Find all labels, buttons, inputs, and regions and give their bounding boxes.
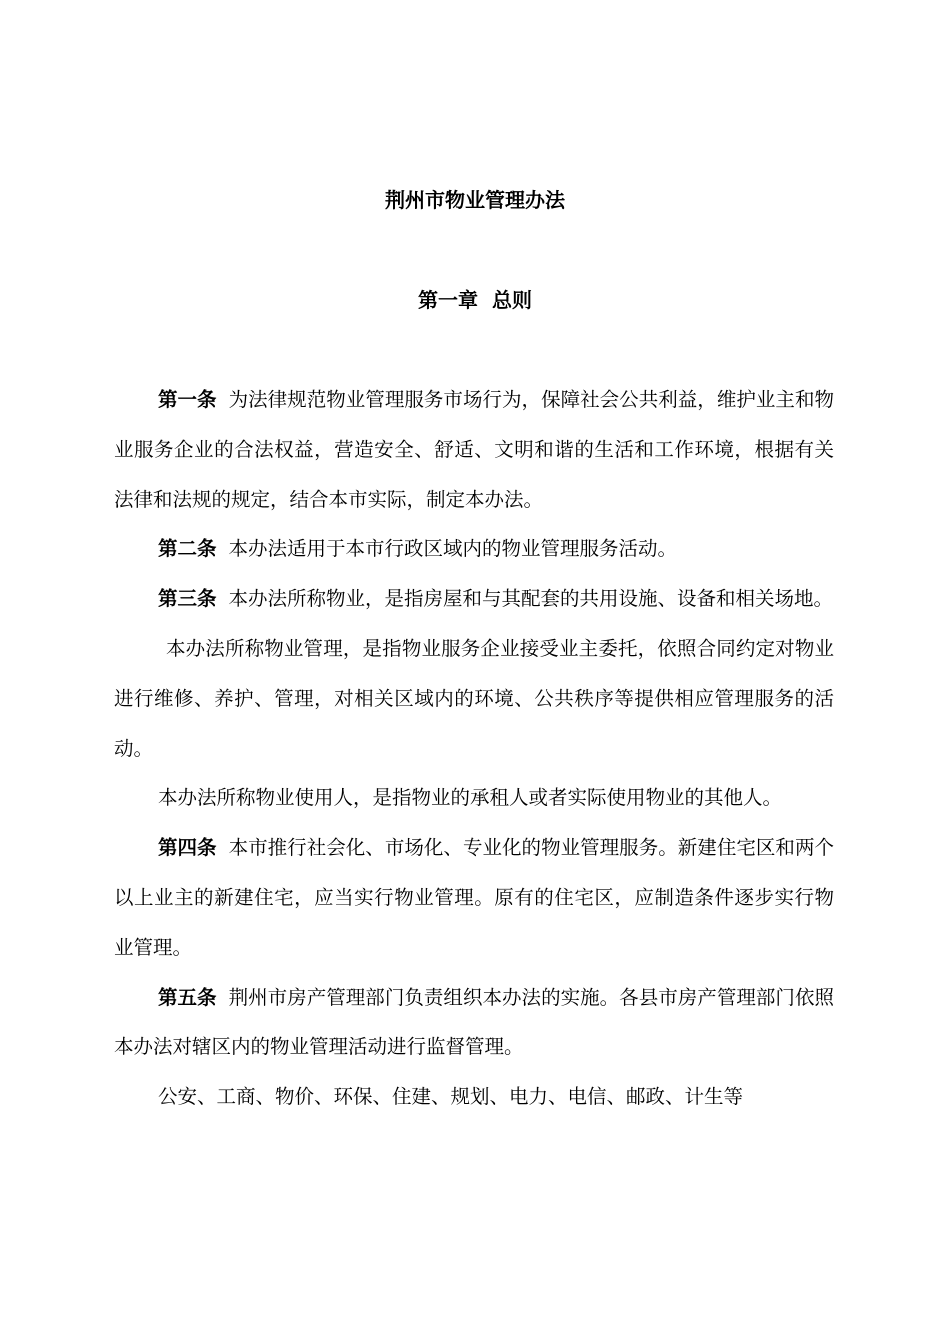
paragraph-property-user [114,773,834,823]
chapter-title [0,286,950,314]
paragraph-text: 本办法适用于本市行政区域内的物业管理服务活动。 [228,537,678,561]
paragraph-article-2 [114,524,834,574]
article-label: 第二条 [158,537,217,561]
document-title: 荆州市物业管理办法 [385,188,565,212]
paragraph-property-management [114,624,834,773]
paragraph-text: 本办法所称物业管理，是指物业服务企业接受业主委托，依照合同约定对物业进行维修、养护、管理，对相关区域内的环境、公共秩序等提供相应管理服务的活动。 [114,636,834,760]
paragraph-text: 公安、工商、物价、环保、住建、规划、电力、电信、邮政、计生等 [158,1085,744,1109]
paragraph-article-5 [114,973,834,1073]
article-label: 第五条 [158,985,217,1009]
paragraph-article-3 [114,574,834,624]
paragraph-text: 本市推行社会化、市场化、专业化的物业管理服务。新建住宅区和两个以上业主的新建住宅，应当实行物业管理。原有的住宅区，应制造条件逐步实行物业管理。 [114,836,834,959]
paragraph-article-1 [114,375,834,524]
chapter-number: 第一章 [418,288,478,312]
article-label: 第一条 [158,388,217,411]
article-label: 第三条 [158,587,217,611]
chapter-name: 总则 [492,288,532,312]
paragraph-departments [114,1072,834,1122]
paragraph-text: 为法律规范物业管理服务市场行为，保障社会公共利益，维护业主和物业服务企业的合法权益，营造安全、舒适、文明和谐的生活和工作环境，根据有关法律和法规的规定，结合本市实际，制定本办法。 [114,388,834,511]
article-label: 第四条 [158,836,217,860]
document-body [114,375,834,1122]
paragraph-text: 本办法所称物业，是指房屋和与其配套的共用设施、设备和相关场地。 [228,587,834,611]
paragraph-article-4 [114,823,834,972]
paragraph-text: 本办法所称物业使用人，是指物业的承租人或者实际使用物业的其他人。 [158,786,783,810]
paragraph-text: 荆州市房产管理部门负责组织本办法的实施。各县市房产管理部门依照本办法对辖区内的物业管理活动进行监督管理。 [114,985,834,1059]
